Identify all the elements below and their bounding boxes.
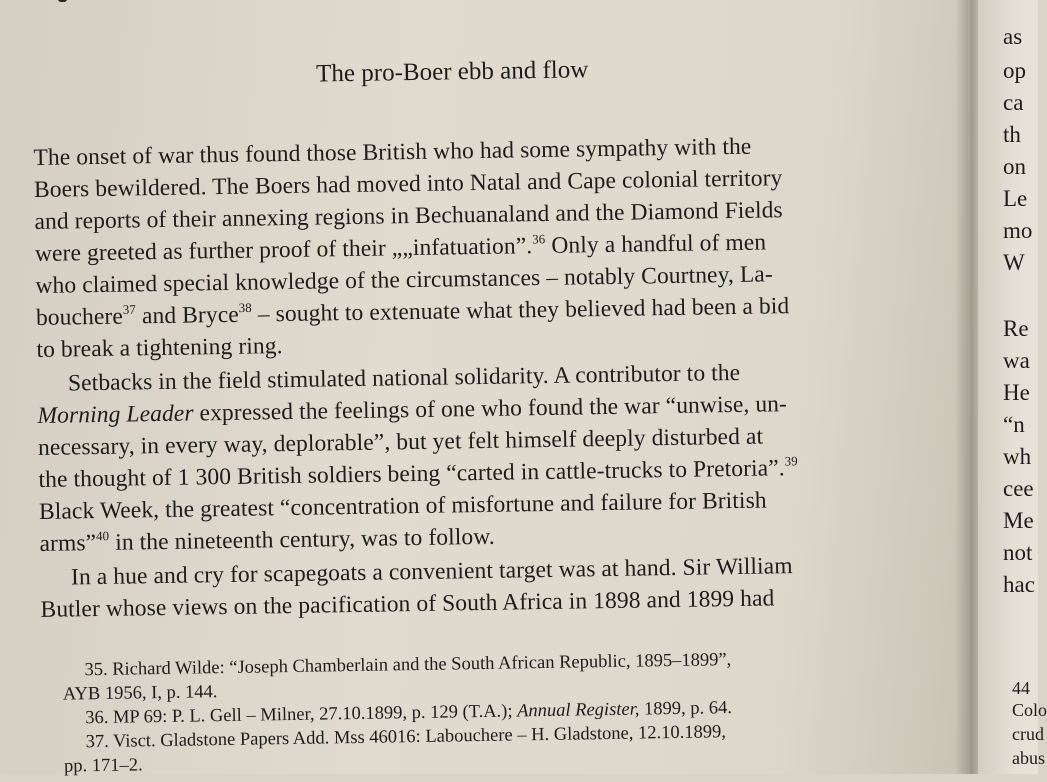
footnote-ref: 39 <box>784 453 798 469</box>
right-page-fragment: hac <box>1003 572 1035 597</box>
right-page-fragment: He <box>1003 380 1030 405</box>
right-page-footnote-fragment: Colo <box>1012 700 1047 720</box>
text-line <box>36 293 790 332</box>
right-page-fragment: Le <box>1003 186 1028 211</box>
right-page-footnote-fragment: 44 <box>1012 678 1030 698</box>
right-page-fragment: W <box>1003 250 1025 275</box>
footnote-ref: 40 <box>95 528 110 544</box>
text-line: and reports of their annexing regions in Bechuanaland and the Diamond Fields <box>34 197 783 235</box>
text-line: Boers bewildered. The Boers had moved into Natal and Cape colonial territory <box>33 165 783 203</box>
chapter-heading: The pro-Boer ebb and flow <box>315 56 589 88</box>
text-span: in the nineteenth century, was to follow. <box>109 523 495 556</box>
right-page-fragment: wh <box>1003 444 1032 469</box>
text-line: Setbacks in the field stimulated national solidarity. A contributor to the <box>67 359 741 397</box>
newspaper-title: Morning Leader <box>37 400 194 429</box>
text-line: Butler whose views on the pacification of South Africa in 1898 and 1899 had <box>40 585 775 623</box>
text-line: The onset of war thus found those British who had some sympathy with the <box>33 133 752 171</box>
text-span: bouchere <box>35 303 124 331</box>
right-page-fragment: cee <box>1003 476 1034 501</box>
text-line <box>35 229 767 267</box>
footnote-37-cont: pp. 171–2. <box>63 755 143 777</box>
text-line: necessary, in every way, deplorable”, but yet felt himself deeply disturbed at <box>37 423 764 461</box>
right-page-fragment: not <box>1003 540 1033 565</box>
footnote-35: 35. Richard Wilde: “Joseph Chamberlain and the South African Republic, 1895–1899”, <box>84 650 732 681</box>
text-line: In a hue and cry for scapegoats a convenient target was at hand. Sir William <box>70 553 793 591</box>
footnote-ref: 37 <box>122 301 136 317</box>
ink-mark <box>58 0 67 2</box>
text-span: – sought to extenuate what they believed had been a bid <box>251 293 790 328</box>
right-page-fragment: op <box>1003 58 1026 83</box>
text-span: 36. MP 69: P. L. Gell – Milner, 27.10.1899, p. 129 (T.A.); <box>85 701 518 729</box>
footnote-ref: 36 <box>532 231 546 247</box>
right-page-fragment: ca <box>1003 90 1024 115</box>
text-span: Only a handful of men <box>545 229 767 259</box>
text-line <box>39 524 495 558</box>
text-line: Black Week, the greatest “concentration of misfortune and failure for British <box>38 487 767 525</box>
right-page-footnote-fragment: abus <box>1012 748 1045 768</box>
text-line: to break a tightening ring. <box>36 333 283 363</box>
text-span: were greeted as further proof of their „„infatuation”. <box>34 233 533 267</box>
text-line: who claimed special knowledge of the circumstances – notably Courtney, La- <box>35 261 773 299</box>
footnote-35-cont: AYB 1956, I, p. 144. <box>62 682 218 705</box>
right-page-fragment: wa <box>1003 348 1030 373</box>
footnote-ref: 38 <box>238 299 252 316</box>
right-page-footnote-fragment: crud <box>1012 724 1044 744</box>
right-page-fragment: Me <box>1003 508 1034 533</box>
right-page-fragment: th <box>1003 122 1021 147</box>
right-page-fragment: mo <box>1003 218 1033 243</box>
footnote-37: 37. Visct. Gladstone Papers Add. Mss 46016: Labouchere – H. Gladstone, 12.10.1899, <box>85 722 727 753</box>
text-span: and Bryce <box>135 301 239 330</box>
text-span: expressed the feelings of one who found the war “unwise, un- <box>193 391 788 427</box>
text-span-italic: Annual Register, <box>517 699 640 722</box>
right-page-fragment: “n <box>1003 412 1025 437</box>
right-page-fragment: Re <box>1003 316 1029 341</box>
right-page-fragment: as <box>1003 24 1023 49</box>
text-span: 1899, p. 64. <box>639 698 733 720</box>
right-page-fragment: on <box>1003 154 1026 179</box>
text-span: arms” <box>39 530 97 557</box>
text-span: the thought of 1 300 British soldiers being “carted in cattle-trucks to Pretoria”. <box>38 455 785 493</box>
